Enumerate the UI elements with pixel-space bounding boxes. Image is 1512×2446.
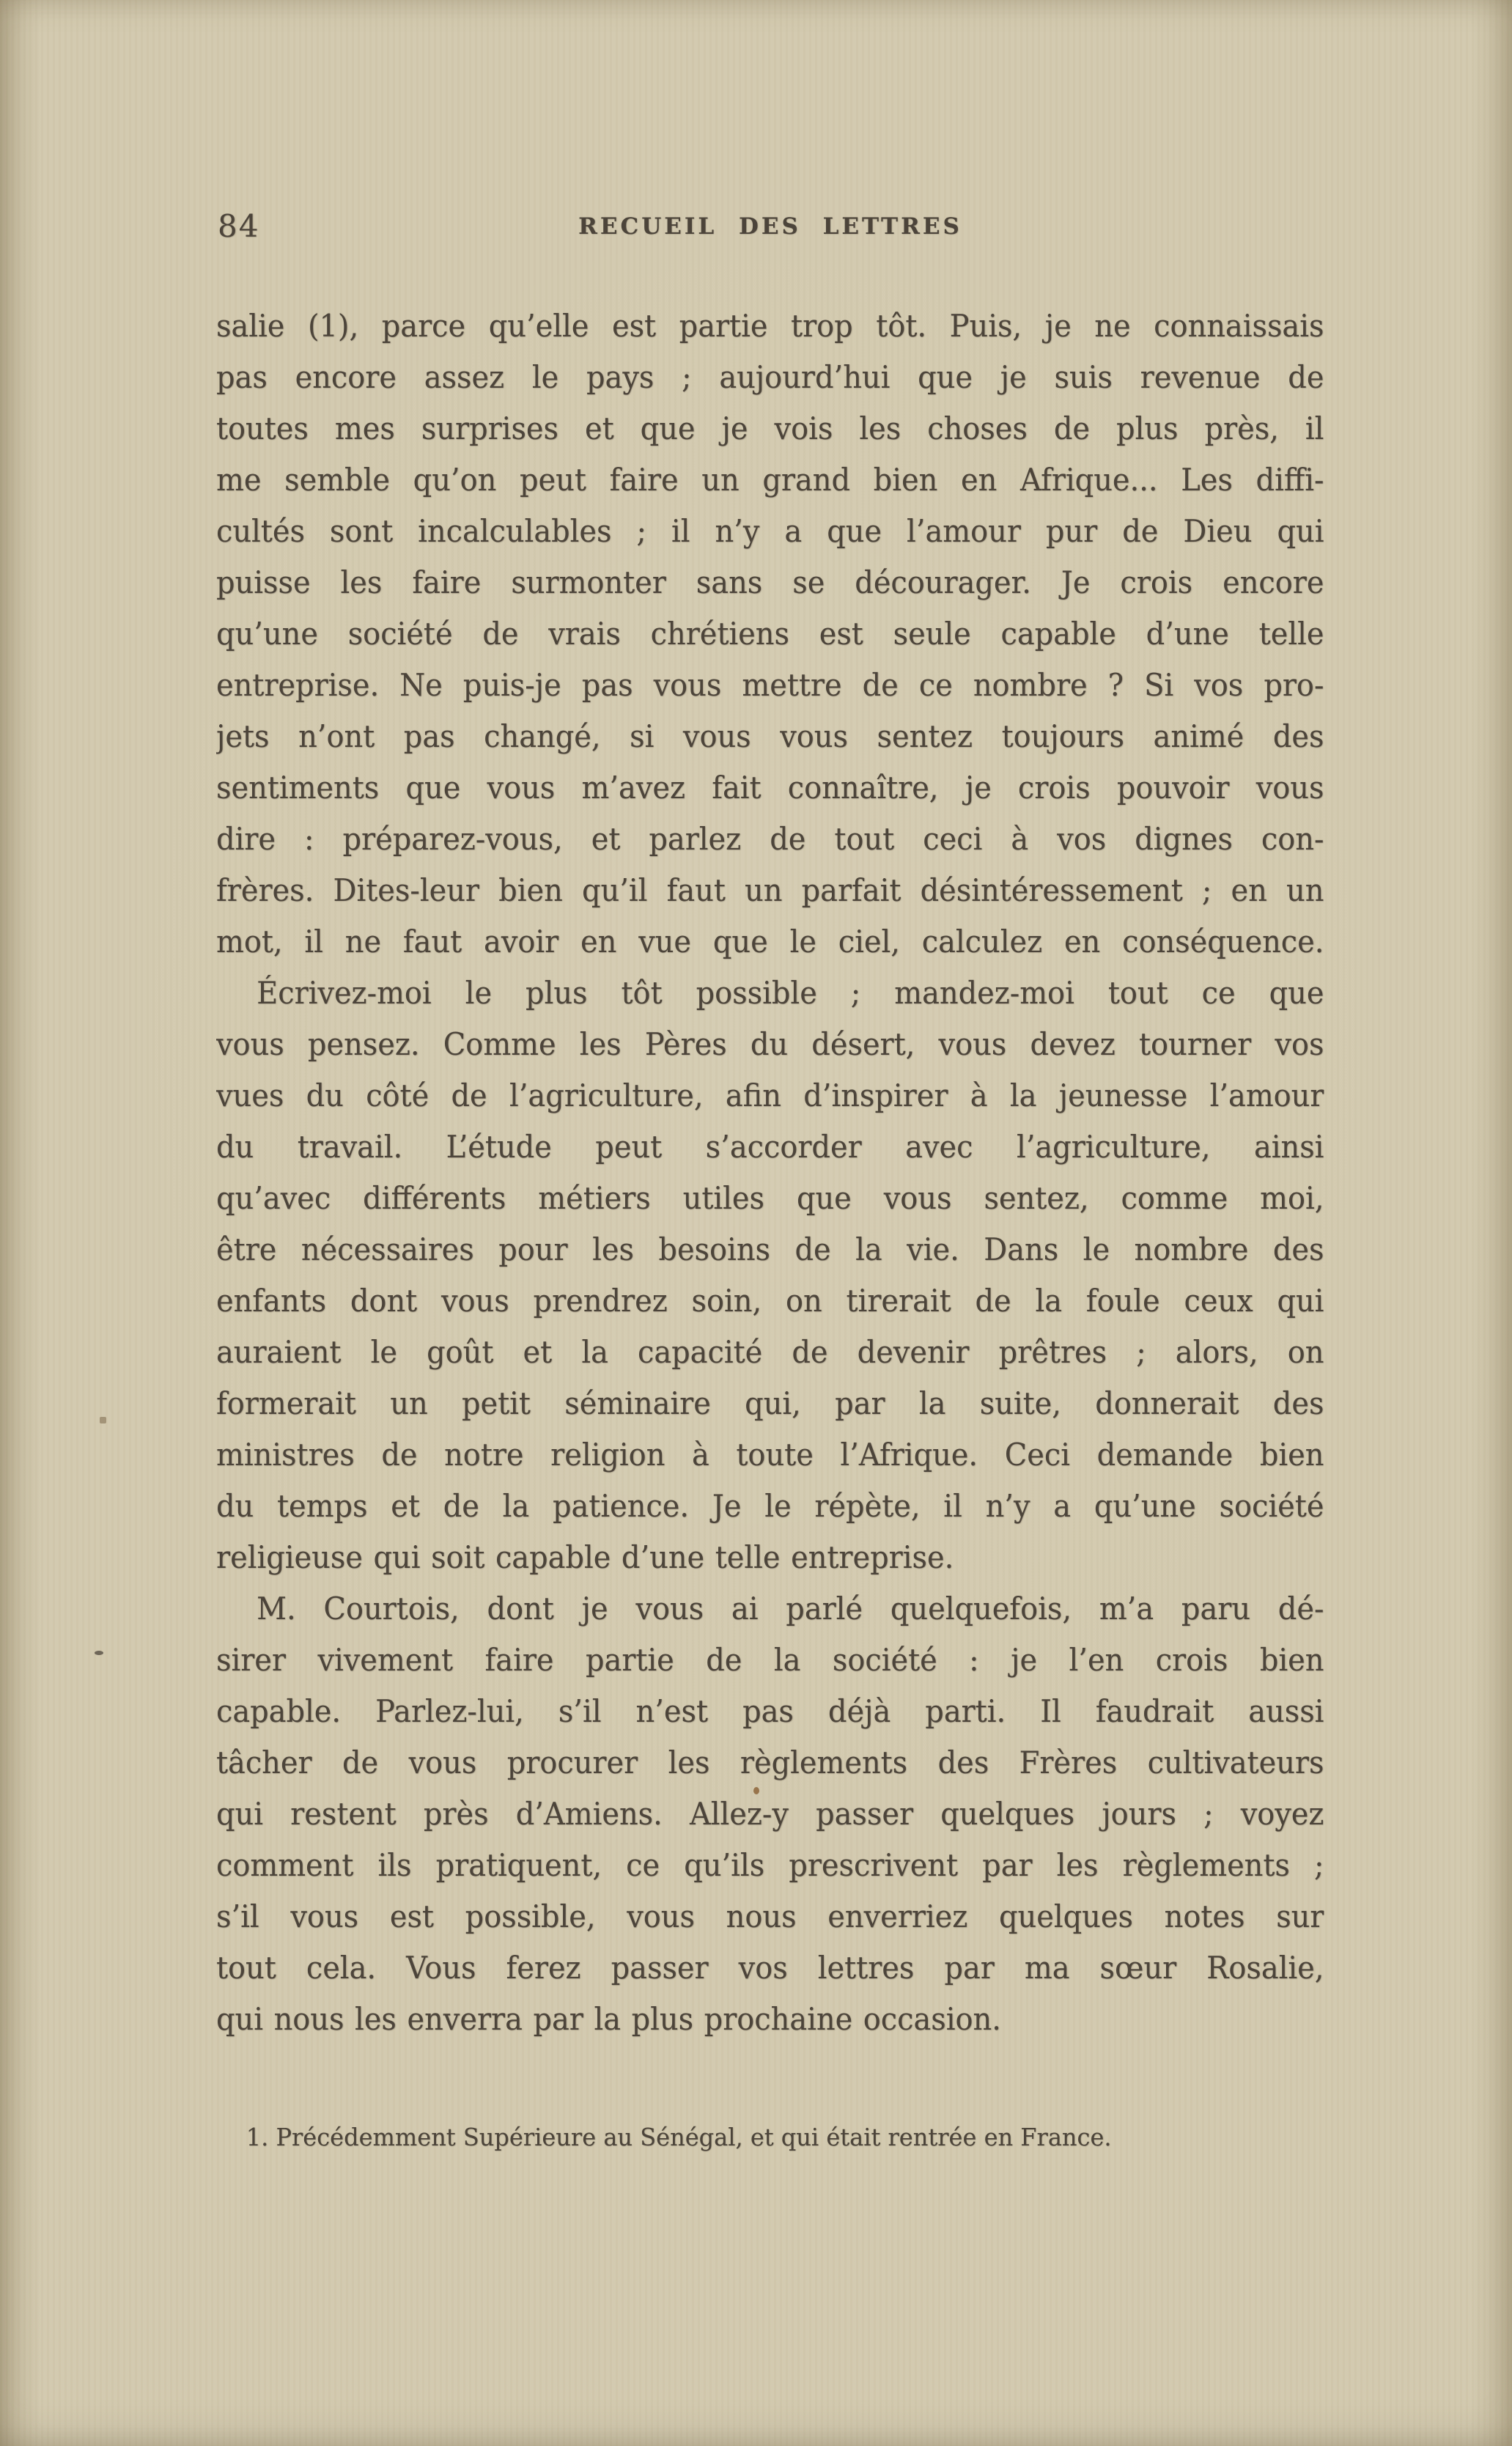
text-line: formerait un petit séminaire qui, par la suite, donnerait des [216, 1385, 1324, 1421]
text-line: entreprise. Ne puis-je pas vous mettre de ce nombre ? Si vos pro- [216, 667, 1324, 703]
text-line: religieuse qui soit capable d’une telle entreprise. [216, 1539, 954, 1575]
letter-body [216, 301, 1389, 2045]
text-line: qui restent près d’Amiens. Allez-y passer quelques jours ; voyez [216, 1796, 1324, 1832]
text-line: vues du côté de l’agriculture, afin d’inspirer à la jeunesse l’amour [216, 1078, 1324, 1113]
text-line: vous pensez. Comme les Pères du désert, vous devez tourner vos [216, 1026, 1324, 1062]
text-line: cultés sont incalculables ; il n’y a que l’amour pur de Dieu qui [216, 513, 1324, 549]
text-line: puisse les faire surmonter sans se décourager. Je crois encore [216, 564, 1324, 600]
ink-speck [753, 1787, 759, 1794]
text-line: M. Courtois, dont je vous ai parlé quelquefois, m’a paru dé- [257, 1591, 1324, 1627]
text-line: être nécessaires pour les besoins de la vie. Dans le nombre des [216, 1231, 1324, 1267]
text-line: tout cela. Vous ferez passer vos lettres par ma sœur Rosalie, [216, 1950, 1324, 1986]
text-line: sentiments que vous m’avez fait connaître, je crois pouvoir vous [216, 770, 1324, 806]
text-line: du temps et de la patience. Je le répète, il n’y a qu’une société [216, 1488, 1324, 1524]
text-line: mot, il ne faut avoir en vue que le ciel, calculez en conséquence. [216, 924, 1324, 959]
text-line: jets n’ont pas changé, si vous vous sentez toujours animé des [216, 718, 1324, 754]
text-line: capable. Parlez-lui, s’il n’est pas déjà parti. Il faudrait aussi [216, 1693, 1324, 1729]
footnote: 1. Précédemment Supérieure au Sénégal, et qui était rentrée en France. [246, 2123, 1112, 2151]
text-line: enfants dont vous prendrez soin, on tirerait de la foule ceux qui [216, 1283, 1324, 1319]
text-line: qu’une société de vrais chrétiens est seule capable d’une telle [216, 616, 1324, 652]
text-line: ministres de notre religion à toute l’Afrique. Ceci demande bien [216, 1437, 1324, 1473]
text-line: sirer vivement faire partie de la société : je l’en crois bien [216, 1642, 1324, 1678]
text-line: salie (1), parce qu’elle est partie trop tôt. Puis, je ne connaissais [216, 308, 1324, 344]
text-line: auraient le goût et la capacité de devenir prêtres ; alors, on [216, 1334, 1324, 1370]
text-line: toutes mes surprises et que je vois les choses de plus près, il [216, 410, 1324, 446]
running-head [216, 210, 1324, 243]
page-number: 84 [218, 208, 260, 244]
ink-speck [95, 1651, 103, 1655]
text-line: Écrivez-moi le plus tôt possible ; mandez-moi tout ce que [257, 975, 1324, 1011]
text-line: du travail. L’étude peut s’accorder avec l’agriculture, ainsi [216, 1129, 1324, 1165]
text-line: qu’avec différents métiers utiles que vous sentez, comme moi, [216, 1180, 1324, 1216]
running-title: RECUEIL DES LETTRES [578, 213, 962, 240]
text-line: frères. Dites-leur bien qu’il faut un parfait désintéressement ; en un [216, 872, 1324, 908]
ink-speck [100, 1417, 106, 1423]
text-line: me semble qu’on peut faire un grand bien en Afrique... Les diffi- [216, 462, 1324, 498]
text-line: qui nous les enverra par la plus prochaine occasion. [216, 2001, 1001, 2037]
text-line: s’il vous est possible, vous nous enverriez quelques notes sur [216, 1898, 1324, 1934]
text-line: dire : préparez-vous, et parlez de tout ceci à vos dignes con- [216, 821, 1324, 857]
text-line: pas encore assez le pays ; aujourd’hui que je suis revenue de [216, 359, 1324, 395]
text-line: tâcher de vous procurer les règlements des Frères cultivateurs [216, 1745, 1324, 1780]
text-line: comment ils pratiquent, ce qu’ils prescrivent par les règlements ; [216, 1847, 1324, 1883]
